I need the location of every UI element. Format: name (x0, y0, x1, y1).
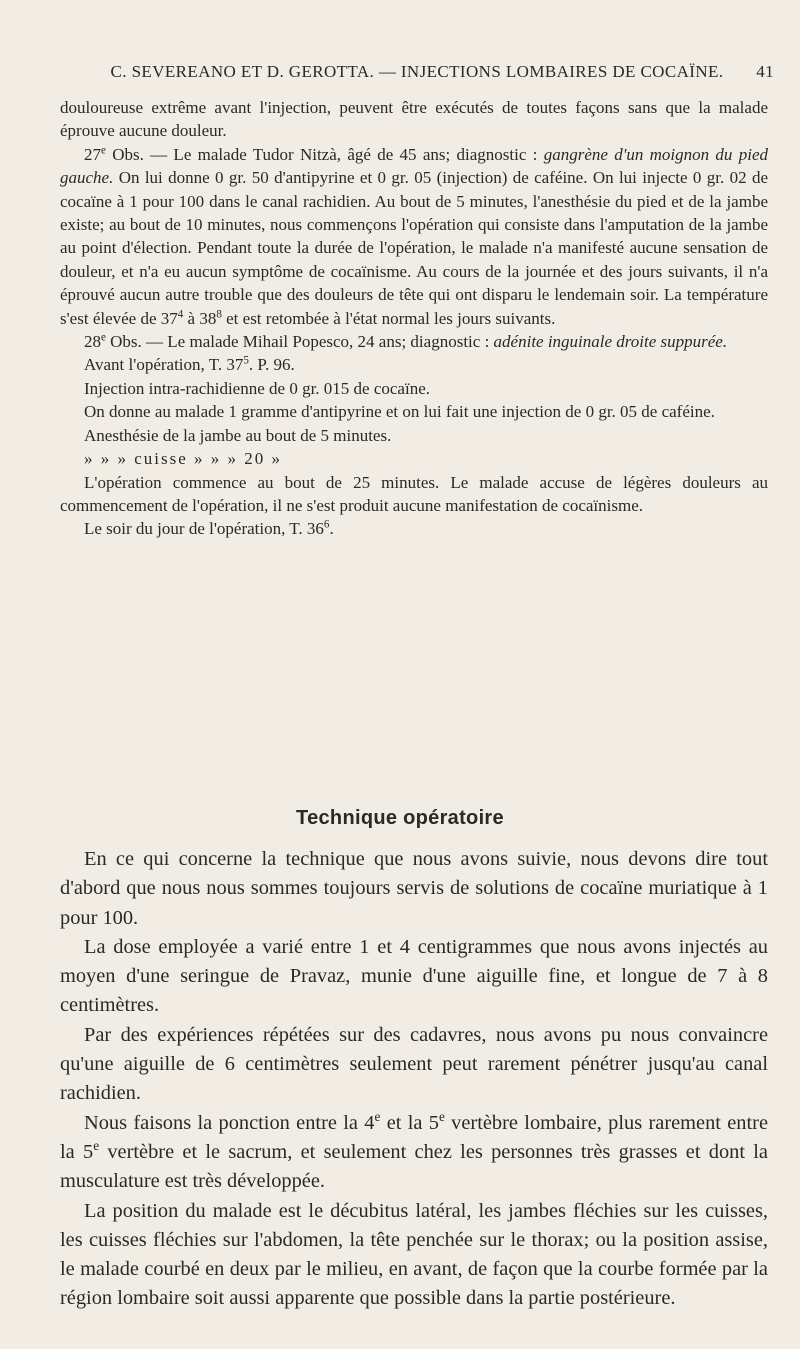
technique-paragraph: La dose employée a varié entre 1 et 4 centigrammes que nous avons injectés au moyen d'une seringue de Pravaz, munie d'une aiguille fine, et longue de 7 à 8 centimètres. (60, 935, 768, 1017)
observation-27: 27e Obs. — Le malade Tudor Nitzà, âgé de 45 ans; diagnostic : gangrène d'un moignon du pied gauche. On lui donne 0 gr. 50 d'antipyrine et 0 gr. 05 (injection) de caféine. On lui injecte 0 gr. 02 de cocaïne à 1 pour 100 dans le canal rachidien. Au bout de 5 minutes, l'anesthésie du pied et de la jambe existe; au bout de 10 minutes, nous commençons l'opération qui consiste dans l'amputation de la jambe au point d'élection. Pendant toute la durée de l'opération, le malade n'a manifesté aucune sensation de douleur, et n'a eu aucun symptôme de cocaïnisme. Au cours de la journée et des jours suivants, il n'a éprouvé aucun autre trouble que des douleurs de tête qui ont disparu le lendemain soir. La température s'est élevée de $37^4$ à $38^8$ et est retombée à l'état normal les jours suivants. (60, 144, 768, 328)
running-title: C. SEVEREANO ET D. GEROTTA. — INJECTIONS LOMBAIRES DE COCAÏNE. (110, 62, 724, 81)
technique-paragraph: Par des expériences répétées sur des cadavres, nous avons pu nous convaincre qu'une aiguille de 6 centimètres seulement peut rarement pénétrer jusqu'au canal rachidien. (60, 1023, 768, 1105)
running-header (60, 62, 774, 82)
technique-paragraph: La position du malade est le décubitus latéral, les jambes fléchies sur les cuisses, les cuisses fléchies sur l'abdomen, la tête penchée sur le thorax; ou la position assise, le malade courbé en deux par le milieu, en avant, de façon que la courbe formée par la région lombaire soit aussi apparente que possible dans la partie postérieure. (60, 1199, 768, 1310)
section-heading: Technique opératoire (296, 807, 504, 829)
anesthesia-leg: Anesthésie de la jambe au bout de 5 minutes. (84, 425, 392, 445)
diagnosis-28: adénite inguinale droite suppurée. (493, 332, 728, 352)
evening-temperature: Le soir du jour de l'opération, T. $36^6$. (84, 518, 334, 539)
injection-line: Injection intra-rachidienne de 0 gr. 015 de cocaïne. (84, 378, 430, 398)
continuation-paragraph: douloureuse extrême avant l'injection, peuvent être exécutés de toutes façons sans que la malade éprouve aucune douleur. (60, 98, 768, 141)
technique-paragraph: Nous faisons la ponction entre la 4e et la 5e vertèbre lombaire, plus rarement entre la 5e vertèbre et le sacrum, et seulement chez les personnes très grasses et dont la musculature est très développée. (60, 1108, 769, 1193)
page-number: 41 (756, 62, 774, 81)
operation-line: L'opération commence au bout de 25 minutes. Le malade accuse de légères douleurs au commencement de l'opération, il ne s'est produit aucune manifestation de cocaïnisme. (60, 472, 768, 515)
case-reports (60, 96, 768, 541)
diagnosis-27: gangrène d'un moignon du pied gauche. (60, 144, 768, 188)
observation-28: 28e Obs. — Le malade Mihail Popesco, 24 ans; diagnostic : adénite inguinale droite suppurée. (84, 331, 728, 352)
pre-op-vitals: Avant l'opération, T. $37^5$. P. 96. (84, 354, 295, 375)
technique-section (60, 845, 768, 1314)
anesthesia-thigh: » » » cuisse » » » 20 » (84, 449, 283, 469)
technique-paragraph: En ce qui concerne la technique que nous avons suivie, nous devons dire tout d'abord que nous nous sommes toujours servis de solutions de cocaïne muriatique à 1 pour 100. (60, 848, 768, 929)
drugs-line: On donne au malade 1 gramme d'antipyrine et on lui fait une injection de 0 gr. 05 de caféine. (84, 402, 715, 422)
